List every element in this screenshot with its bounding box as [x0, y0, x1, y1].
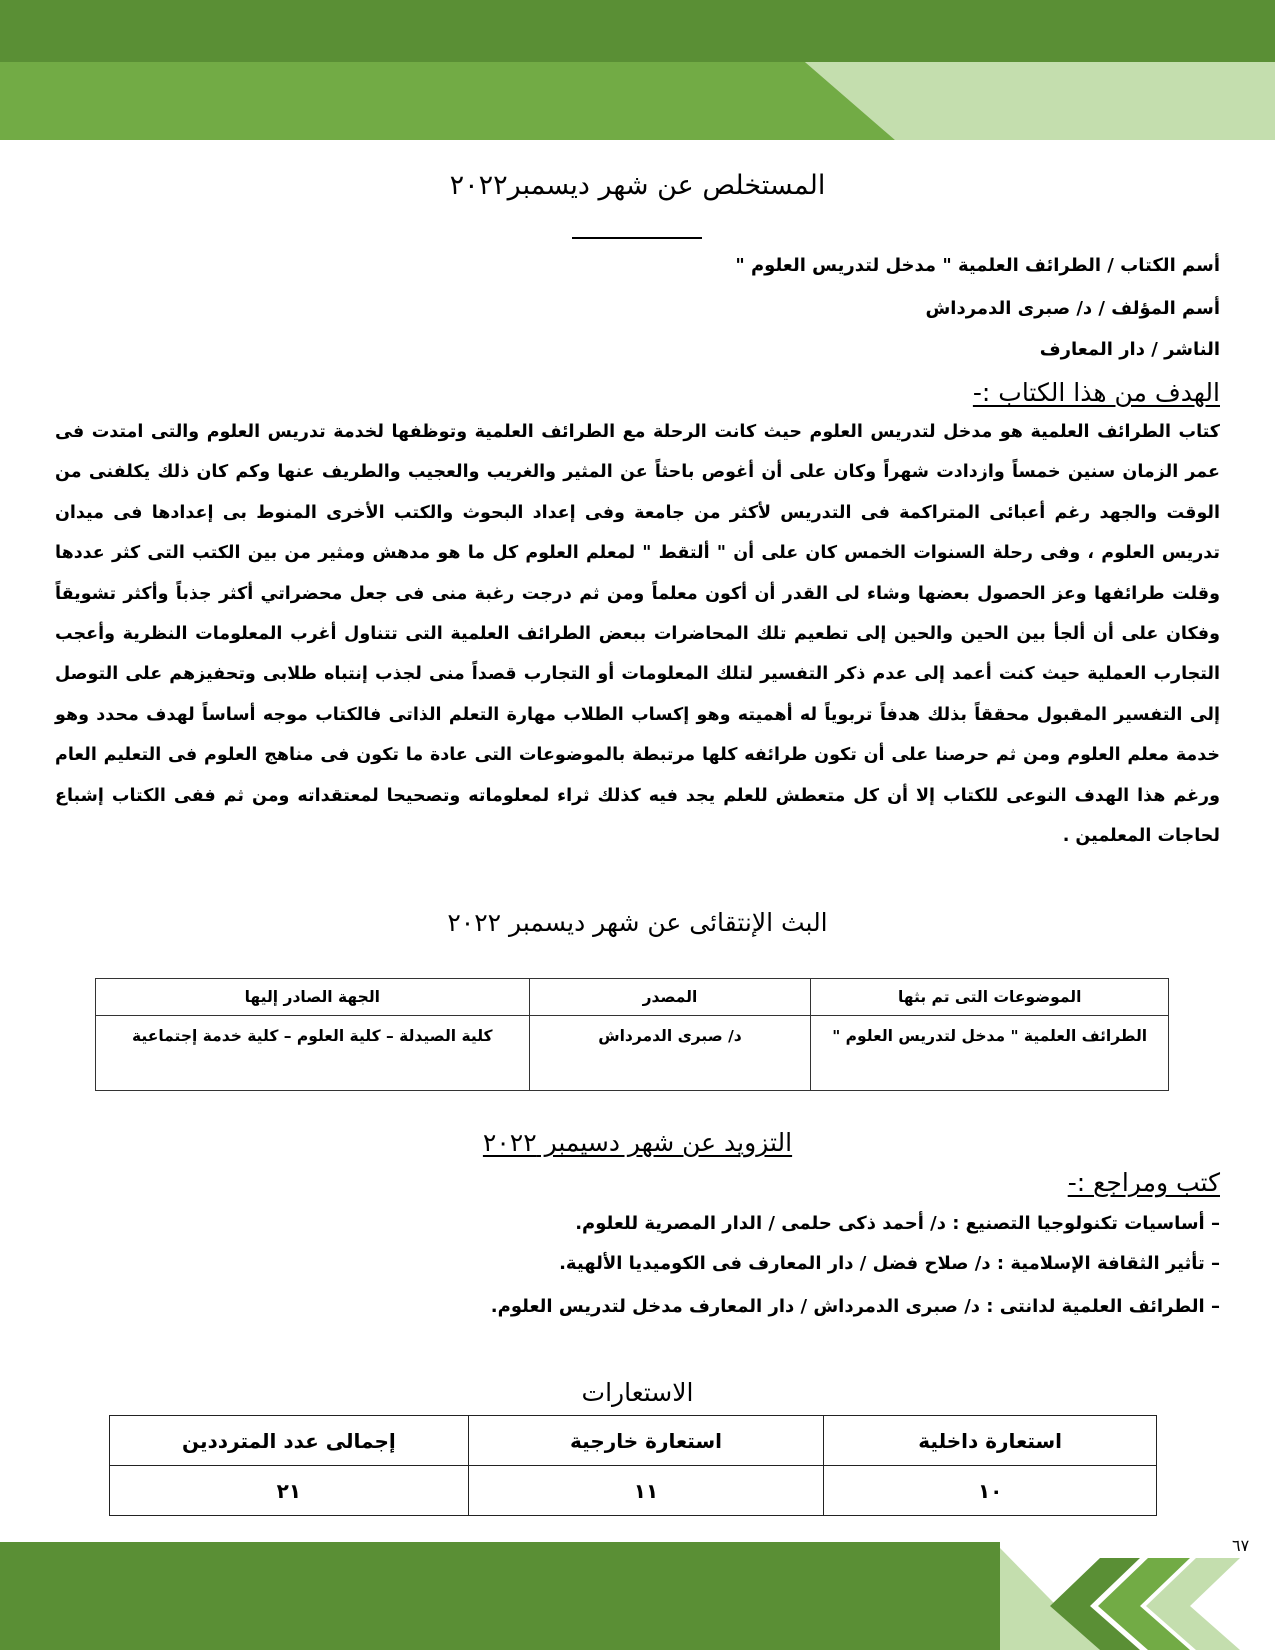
top-banner-mid-panel: [0, 62, 895, 140]
list-item: – الطرائف العلمية لدانتى : د/ صبرى الدمرداش / دار المعارف مدخل لتدريس العلوم.: [490, 1296, 1220, 1317]
top-banner: [0, 0, 1275, 140]
broadcast-header-row: [96, 979, 1169, 1016]
loans-header-row: [110, 1416, 1157, 1466]
loans-header-total: إجمالى عدد المترددين: [110, 1416, 469, 1466]
author-line: أسم المؤلف / د/ صبرى الدمرداش: [925, 298, 1220, 319]
loans-value-external: ١١: [468, 1466, 824, 1516]
broadcast-cell-source: د/ صبرى الدمرداش: [529, 1016, 811, 1091]
loans-table: [109, 1415, 1157, 1516]
goal-paragraph: كتاب الطرائف العلمية هو مدخل لتدريس العلوم حيث كانت الرحلة مع الطرائف العلمية وتوظفها لخدمة تدريس العلوم والتى امتدت فى عمر الزمان سنين خمساً وازدادت شهراً وكان على أن أغوص باحثاً عن المثير والغريب والعجيب والطريف عنها وكم كان ذلك يكلفنى من الوقت والجهد رغم أعبائى المتراكمة فى التدريس لأكثر من جامعة وفى إعداد البحوث والكتب الأخرى المنوط بى إعدادها فى ميدان تدريس العلوم ، وفى رحلة السنوات الخمس كان على أن " ألتقط " لمعلم العلوم كل ما هو مدهش ومثير من بين الكتب التى كثر عددها وقلت طرائفها وعز الحصول بعضها وشاء لى القدر أن أكون معلماً ومن ثم درجت رغبة منى فى جعل محضراتي أكثر جذباً وأكثر تشويقاً وفكان على أن ألجأ بين الحين والحين إلى تطعيم تلك المحاضرات ببعض الطرائف العلمية التى تتناول أغرب المعلومات النظرية وأعجب التجارب العملية حيث كنت أعمد إلى عدم ذكر التفسير لتلك المعلومات أو التجارب قصداً منى لجذب إنتباه طلابى وتحفيزهم على التوصل إلى التفسير المقبول محققاً بذلك هدفاً تربوياً له أهميته وهو إكساب الطلاب مهارة التعلم الذاتى فالكتاب موجه أساساً لهدف محدد وهو خدمة معلم العلوم ومن ثم حرصنا على أن تكون طرائفه كلها مرتبطة بالموضوعات التى عادة ما تكون فى مناهج العلوم فى التعليم العام ورغم هذا الهدف النوعى للكتاب إلا أن كل متعطش للعلم يجد فيه كذلك ثراء لمعلوماته وتصحيحا لمعتقداته ومن ثم ففى الكتاب إشباع لحاجات المعلمين .: [55, 422, 1220, 847]
top-banner-dark-stripe: [0, 0, 1275, 62]
loans-value-total: ٢١: [110, 1466, 469, 1516]
broadcast-header-topics: الموضوعات التى تم بثها: [811, 979, 1169, 1016]
loans-title: الاستعارات: [581, 1378, 694, 1407]
table-row: [96, 1016, 1169, 1091]
list-item: – تأثير الثقافة الإسلامية : د/ صلاح فضل / دار المعارف فى الكوميديا الألهية.: [559, 1253, 1220, 1274]
broadcast-title: البث الإنتقائى عن شهر ديسمبر ٢٠٢٢: [447, 908, 828, 937]
supply-title: التزويد عن شهر دسيمبر ٢٠٢٢: [482, 1128, 793, 1157]
broadcast-table: [95, 978, 1169, 1091]
broadcast-header-source: المصدر: [529, 979, 811, 1016]
title-underline: [572, 237, 702, 239]
broadcast-header-recipient: الجهة الصادر إليها: [96, 979, 530, 1016]
table-row: [110, 1466, 1157, 1516]
loans-header-external: استعارة خارجية: [468, 1416, 824, 1466]
broadcast-cell-topic: الطرائف العلمية " مدخل لتدريس العلوم ": [811, 1016, 1169, 1091]
loans-value-internal: ١٠: [824, 1466, 1157, 1516]
publisher-line: الناشر / دار المعارف: [1039, 339, 1220, 360]
broadcast-cell-recipient: كلية الصيدلة – كلية العلوم – كلية خدمة إجتماعية: [96, 1016, 530, 1091]
list-item: – أساسيات تكنولوجيا التصنيع : د/ أحمد ذكى حلمى / الدار المصرية للعلوم.: [575, 1213, 1220, 1234]
page-title: المستخلص عن شهر ديسمبر٢٠٢٢: [449, 170, 826, 201]
loans-header-internal: استعارة داخلية: [824, 1416, 1157, 1466]
books-refs-heading: كتب ومراجع :-: [1067, 1168, 1220, 1197]
book-name-line: أسم الكتاب / الطرائف العلمية " مدخل لتدريس العلوم ": [735, 255, 1220, 276]
goal-heading: الهدف من هذا الكتاب :-: [972, 378, 1220, 407]
page-number: ٦٧: [1232, 1536, 1250, 1555]
bottom-banner: [0, 1536, 1275, 1650]
